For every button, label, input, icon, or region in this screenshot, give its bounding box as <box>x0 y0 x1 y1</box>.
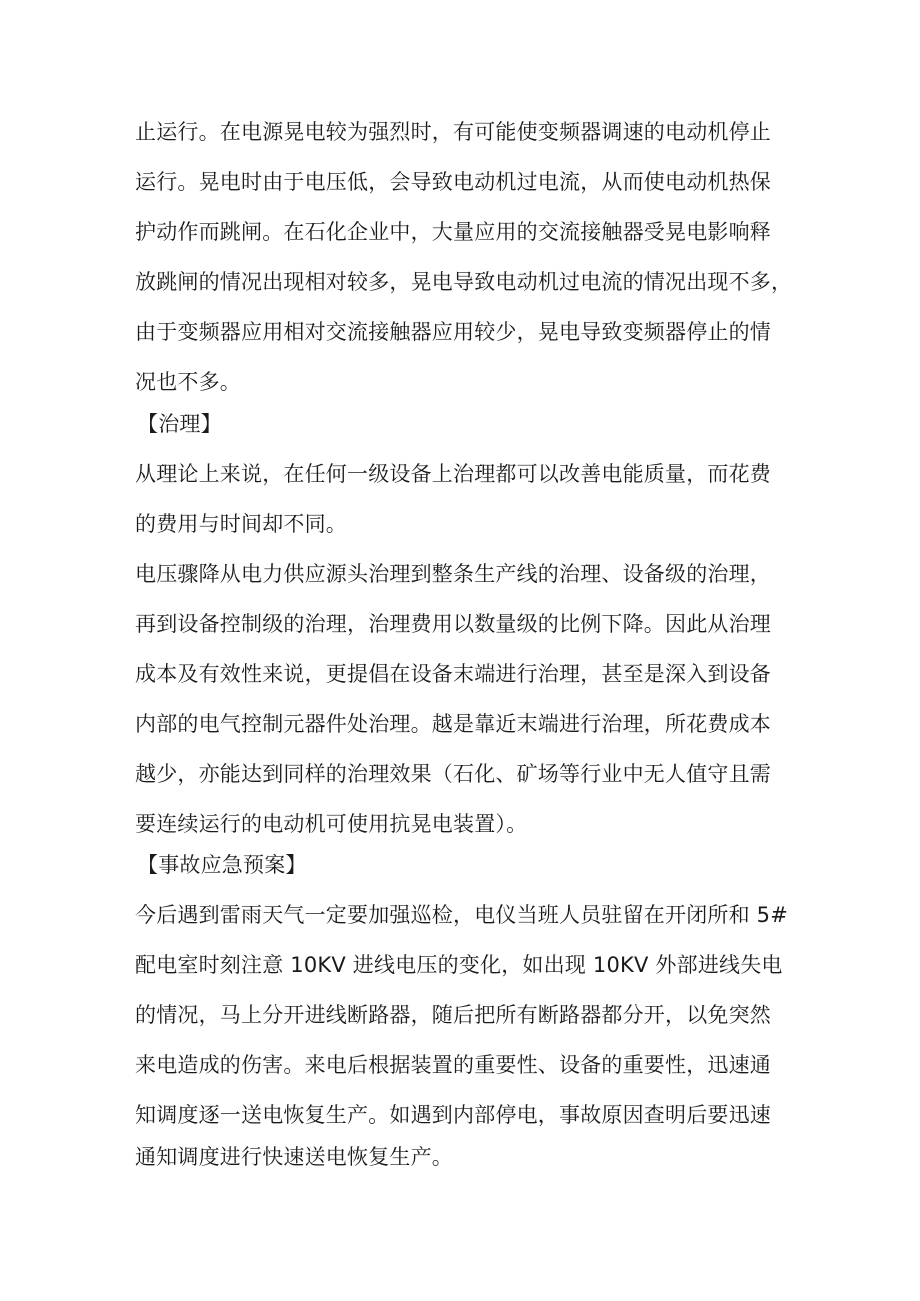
section-heading-treatment: 【治理】 <box>137 412 222 436</box>
paragraph-3-line-2: 再到设备控制级的治理，治理费用以数量级的比例下降。因此从治理 <box>135 612 771 636</box>
paragraph-1-line-2: 运行。晃电时由于电压低，会导致电动机过电流，从而使电动机热保 <box>135 170 771 194</box>
paragraph-4-line-6: 通知调度进行快速送电恢复生产。 <box>135 1145 453 1169</box>
paragraph-2-line-1: 从理论上来说，在任何一级设备上治理都可以改善电能质量，而花费 <box>135 462 771 486</box>
paragraph-4-line-2: 配电室时刻注意 10KV 进线电压的变化，如出现 10KV 外部进线失电 <box>135 953 783 977</box>
paragraph-2-line-2: 的费用与时间却不同。 <box>135 512 347 536</box>
paragraph-4-line-5: 知调度逐一送电恢复生产。如遇到内部停电，事故原因查明后要迅速 <box>135 1103 771 1127</box>
paragraph-1-line-6: 况也不多。 <box>135 370 241 394</box>
paragraph-3-line-6: 要连续运行的电动机可使用抗晃电装置）。 <box>135 812 528 836</box>
paragraph-4-line-1: 今后遇到雷雨天气一定要加强巡检，电仪当班人员驻留在开闭所和 5# <box>135 903 789 927</box>
paragraph-1-line-1: 止运行。在电源晃电较为强烈时，有可能使变频器调速的电动机停止 <box>135 120 771 144</box>
paragraph-4-line-3: 的情况，马上分开进线断路器，随后把所有断路器都分开，以免突然 <box>135 1003 771 1027</box>
paragraph-4-line-4: 来电造成的伤害。来电后根据装置的重要性、设备的重要性，迅速通 <box>135 1053 771 1077</box>
paragraph-3-line-3: 成本及有效性来说，更提倡在设备末端进行治理，甚至是深入到设备 <box>135 662 771 686</box>
paragraph-3-line-5: 越少，亦能达到同样的治理效果（石化、矿场等行业中无人值守且需 <box>135 762 771 786</box>
paragraph-1-line-5: 由于变频器应用相对交流接触器应用较少，晃电导致变频器停止的情 <box>135 320 771 344</box>
paragraph-1-line-3: 护动作而跳闸。在石化企业中，大量应用的交流接触器受晃电影响释 <box>135 220 771 244</box>
paragraph-3-line-1: 电压骤降从电力供应源头治理到整条生产线的治理、设备级的治理， <box>135 562 771 586</box>
paragraph-1-line-4: 放跳闸的情况出现相对较多，晃电导致电动机过电流的情况出现不多， <box>135 270 793 294</box>
section-heading-emergency-plan: 【事故应急预案】 <box>137 853 307 877</box>
paragraph-3-line-4: 内部的电气控制元器件处治理。越是靠近末端进行治理，所花费成本 <box>135 712 771 736</box>
